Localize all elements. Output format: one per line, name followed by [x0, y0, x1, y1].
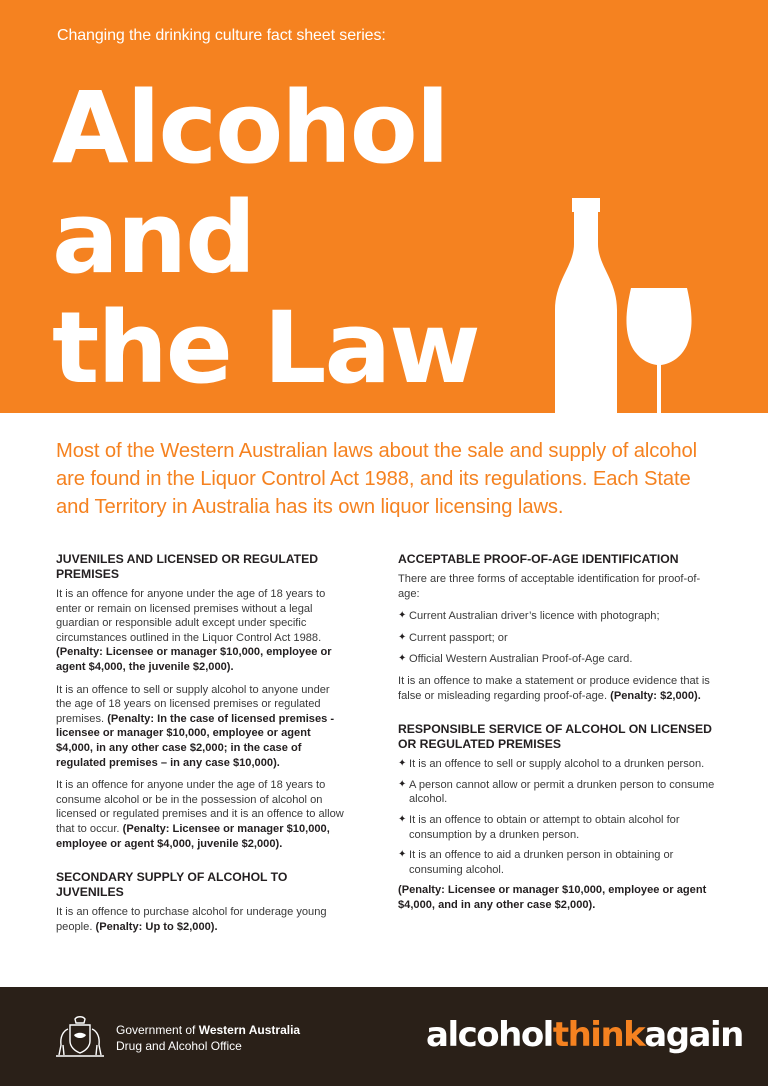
list-item: ✦ It is an offence to obtain or attempt to obtain alcohol for consumption by a drunken person.: [398, 813, 718, 842]
wa-crest-icon: [54, 1015, 106, 1059]
section-heading: JUVENILES AND LICENSED OR REGULATED PREMISES: [56, 552, 319, 581]
paragraph: It is an offence for anyone under the age of 18 years to enter or remain on licensed premises without a legal guardian or responsible adult except under specific circumstances outlined in the Liquor Control Act 1988. (Penalty: Licensee or manager $10,000, employee or agent $4,000, the juvenile $2,000).: [56, 588, 332, 673]
left-column: [56, 552, 348, 953]
government-label: [116, 1022, 300, 1054]
right-column: [398, 552, 718, 932]
section-heading: ACCEPTABLE PROOF-OF-AGE IDENTIFICATION: [398, 552, 679, 566]
bottle-icon: [555, 198, 617, 413]
section-responsible-service: [398, 722, 718, 912]
list-item: ✦ Official Western Australian Proof-of-Age card.: [398, 652, 718, 667]
paragraph: It is an offence for anyone under the age of 18 years to consume alcohol or be in the possession of alcohol on licensed or regulated premises and it is an offence to allow that to occur. (Penalty: Licensee or manager $10,000, employee or agent $4,000, juvenile $2,000).: [56, 779, 344, 850]
paragraph: There are three forms of acceptable identification for proof-of-age:: [398, 573, 701, 600]
section-heading: SECONDARY SUPPLY OF ALCOHOL TO JUVENILES: [56, 870, 288, 900]
rsa-list: [398, 757, 718, 877]
hero-banner: [0, 0, 768, 413]
gov-line: Government of Western Australia: [116, 1023, 301, 1037]
intro-paragraph: Most of the Western Australian laws about the sale and supply of alcohol are found in the Liquor Control Act 1988, and its regulations. Each State and Territory in Australia has its own liquor licensing laws.: [56, 440, 698, 518]
list-item: ✦ It is an offence to aid a drunken person in obtaining or consuming alcohol.: [398, 848, 718, 877]
series-label: Changing the drinking culture fact sheet series:: [57, 27, 386, 44]
penalty-text: (Penalty: Licensee or manager $10,000, employee or agent $4,000, the juvenile $2,000).: [56, 646, 332, 673]
section-heading: RESPONSIBLE SERVICE OF ALCOHOL ON LICENSED OR REGULATED PREMISES: [398, 722, 712, 752]
list-item: ✦ Current Australian driver’s licence with photograph;: [398, 609, 718, 624]
penalty-text: (Penalty: Up to $2,000).: [95, 920, 218, 933]
section-proof-of-age: [398, 552, 718, 703]
office-line: Drug and Alcohol Office: [116, 1039, 242, 1053]
list-item: ✦ Current passport; or: [398, 631, 718, 646]
title-line: the Law: [52, 291, 479, 406]
paragraph: [398, 883, 718, 912]
title-line: and: [52, 181, 255, 296]
paragraph: It is an offence to sell or supply alcohol to anyone under the age of 18 years on licensed premises or regulated premises. (Penalty: In the case of licensed premises - licensee or manager $10,000, employee or agent $4,000, in any other case $2,000; in the case of regulated premises – in any case $10,000).: [56, 683, 335, 769]
penalty-text: (Penalty: In the case of licensed premises - licensee or manager $10,000, employee or agent $4,000, in any other case $2,000; in the case of regulated premises – in any case $10,000).: [56, 712, 335, 769]
paragraph: It is an offence to purchase alcohol for underage young people. (Penalty: Up to $2,000).: [56, 906, 327, 933]
penalty-text: (Penalty: Licensee or manager $10,000, employee or agent $4,000, and in any other case $2,000).: [398, 884, 707, 911]
paragraph: It is an offence to make a statement or produce evidence that is false or misleading regarding proof-of-age. (Penalty: $2,000).: [398, 674, 710, 702]
list-item: ✦ It is an offence to sell or supply alcohol to a drunken person.: [398, 757, 718, 772]
page-title: [52, 71, 479, 406]
penalty-text: (Penalty: Licensee or manager $10,000, employee or agent $4,000, juvenile $2,000).: [56, 822, 330, 850]
title-line: Alcohol: [52, 71, 448, 186]
section-juveniles: [56, 552, 348, 851]
section-secondary-supply: [56, 870, 348, 934]
alcohol-think-again-logo: alcoholthinkagain: [426, 1015, 743, 1055]
wine-glass-icon: [626, 288, 691, 413]
id-list: [398, 609, 718, 667]
drinks-illustration: [555, 198, 700, 413]
penalty-text: (Penalty: $2,000).: [610, 689, 701, 702]
list-item: ✦ A person cannot allow or permit a drunken person to consume alcohol.: [398, 778, 718, 807]
